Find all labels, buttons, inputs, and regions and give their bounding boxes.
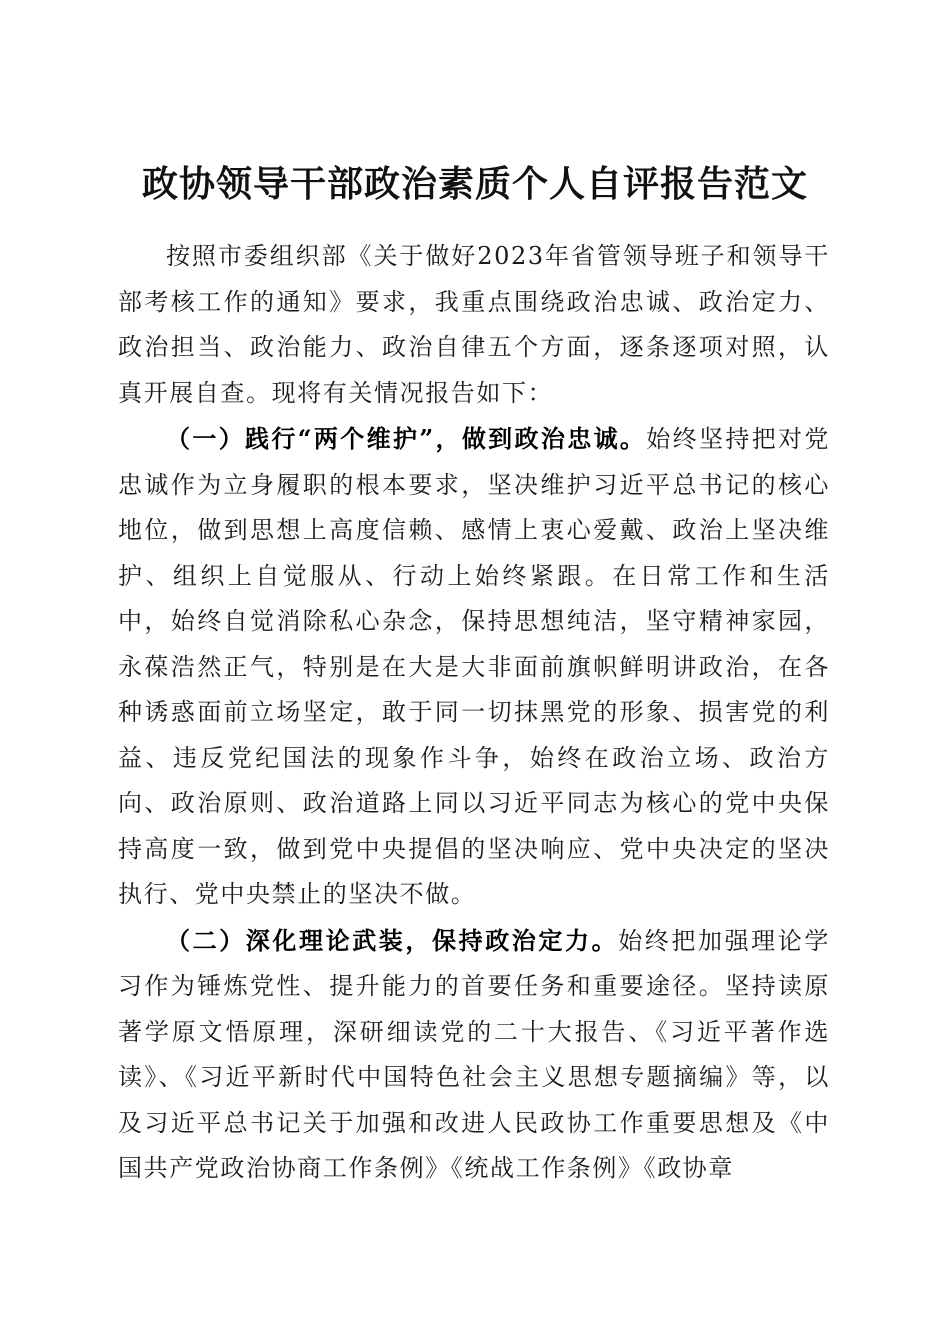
section-text-1: 始终坚持把对党忠诚作为立身履职的根本要求，坚决维护习近平总书记的核心地位，做到思想上高度信赖、感情上衷心爱戴、政治上坚决维护、组织上自觉服从、行动上始终紧跟。在日常工作和生活中，始终自觉消除私心杂念，保持思想纯洁，坚守精神家园，永葆浩然正气，特别是在大是大非面前旗帜鲜明讲政治，在各种诱惑面前立场坚定，敢于同一切抹黑党的形象、损害党的利益、违反党纪国法的现象作斗争，始终在政治立场、政治方向、政治原则、政治道路上同以习近平同志为核心的党中央保持高度一致，做到党中央提倡的坚决响应、党中央决定的坚决执行、党中央禁止的坚决不做。 xyxy=(118,425,831,908)
intro-paragraph: 按照市委组织部《关于做好2023年省管领导班子和领导干部考核工作的通知》要求，我重点围绕政治忠诚、政治定力、政治担当、政治能力、政治自律五个方面，逐条逐项对照，认真开展自查。现将有关情况报告如下： xyxy=(118,242,830,407)
section-text-2: 始终把加强理论学习作为锤炼党性、提升能力的首要任务和重要途径。坚持读原著学原文悟原理，深研细读党的二十大报告、《习近平著作选读》、《习近平新时代中国特色社会主义思想专题摘编》等，以及习近平总书记关于加强和改进人民政协工作重要思想及《中国共产党政治协商工作条例》《统战工作条例》《政协章 xyxy=(118,926,830,1182)
section-heading-2: （二）深化理论武装，保持政治定力。 xyxy=(166,925,619,955)
document-body xyxy=(118,234,830,1192)
section-paragraph-1 xyxy=(118,416,830,918)
page-title: 政协领导干部政治素质个人自评报告范文 xyxy=(141,163,808,206)
section-heading-1: （一）践行“两个维护”，做到政治忠诚。 xyxy=(166,424,647,453)
section-paragraph-2 xyxy=(118,918,830,1192)
